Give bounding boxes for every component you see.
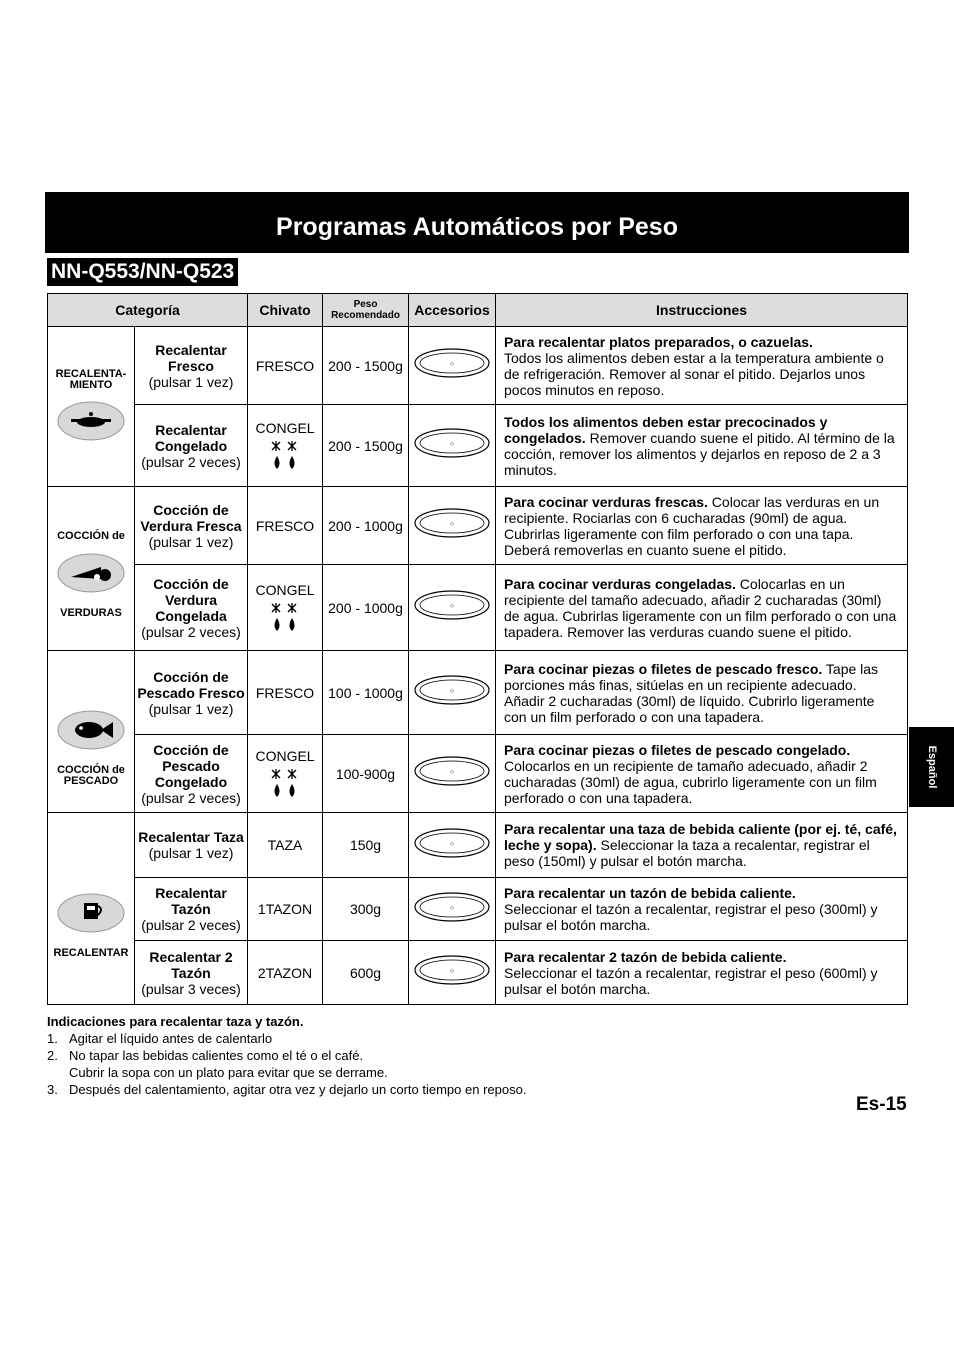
indicator-label: TAZA	[267, 837, 303, 853]
instructions-bold: Para recalentar una taza de bebida caliente (por ej. té, café, leche y sopa).	[504, 821, 897, 853]
instructions-cell	[496, 813, 908, 878]
svg-text:◇: ◇	[450, 441, 454, 447]
accessory-cell	[409, 405, 496, 487]
indicator-cell	[248, 565, 323, 651]
category-cell	[48, 651, 135, 813]
indicator-label: FRESCO	[255, 357, 315, 374]
accessory-cell	[409, 565, 496, 651]
category-cell	[48, 327, 135, 487]
program-title: Cocción de Verdura Congelada	[153, 575, 229, 624]
indicator-cell	[248, 941, 323, 1005]
svg-text:◇: ◇	[450, 688, 454, 694]
weight-cell: 100 - 1000g	[323, 651, 409, 735]
casserole-icon	[48, 401, 134, 444]
instructions-bold: Para cocinar verduras congeladas.	[504, 575, 736, 592]
program-press: (pulsar 1 vez)	[148, 373, 234, 390]
model-label: NN-Q553/NN-Q523	[47, 258, 238, 286]
table-row	[48, 405, 908, 487]
svg-text:◇: ◇	[450, 904, 454, 911]
instructions-bold: Para recalentar 2 tazón de bebida caliente.	[504, 948, 787, 965]
svg-text:◇: ◇	[450, 361, 454, 367]
turntable-plate-icon	[414, 441, 490, 462]
page-number: Es-15	[856, 1094, 907, 1115]
instructions-cell	[496, 651, 908, 735]
instructions-text: Remover cuando suene el pitido. Al término de la cocción, remover los alimentos y dejarlos en reposo de 2 a 3 minutos.	[504, 429, 895, 478]
program-cell	[135, 735, 248, 813]
instructions-text: Seleccionar el tazón a recalentar, registrar el peso (600ml) y pulsar el botón marcha.	[504, 964, 878, 997]
category-cell	[48, 813, 135, 1005]
instructions-bold: Para cocinar verduras frescas.	[504, 493, 708, 510]
instructions-text: Colocarlos en un recipiente de tamaño adecuado, añadir 2 cucharadas (30ml) de agua, cubrirlo ligeramente con un film perforado o con una tapadera.	[504, 757, 877, 806]
indicator-cell	[248, 813, 323, 878]
program-title: Cocción de Verdura Fresca	[140, 501, 242, 534]
program-title: Recalentar Congelado	[154, 421, 228, 454]
program-cell	[135, 651, 248, 735]
note-text: Después del calentamiento, agitar otra vez y dejarlo un corto tiempo en reposo.	[69, 1082, 527, 1097]
language-tab-label: Español	[925, 745, 938, 789]
program-press: (pulsar 2 veces)	[141, 453, 241, 470]
table-row	[48, 487, 908, 565]
svg-text:◇: ◇	[450, 521, 454, 527]
instructions-text: Todos los alimentos deben estar a la temperatura ambiente o de refrigeración. Remover al sonar el pitido. Dejarlos unos pocos minutos en reposo.	[504, 349, 884, 398]
program-press: (pulsar 1 vez)	[148, 700, 234, 717]
category-cell	[48, 487, 135, 651]
notes-title: Indicaciones para recalentar taza y tazón.	[47, 1014, 304, 1029]
weight-cell: 200 - 1000g	[323, 565, 409, 651]
instructions-text: Seleccionar la taza a recalentar, registrar el peso (150ml) y pulsar el botón marcha.	[504, 837, 870, 869]
program-title: Recalentar Tazón	[155, 885, 227, 917]
note-text-2: Cubrir la sopa con un plato para evitar que se derrame.	[69, 1065, 388, 1080]
category-label-top	[48, 859, 134, 883]
program-press: (pulsar 3 veces)	[141, 980, 241, 997]
turntable-plate-icon	[414, 904, 490, 926]
accessory-cell	[409, 487, 496, 565]
instructions-text: Colocar las verduras en un recipiente. Rociarlas con 6 cucharadas (90ml) de agua. Cubrirlas ligeramente con film perforado o con una tapa. Deberá removerlas en cuanto suene el pitido.	[504, 493, 880, 558]
svg-text:◇: ◇	[450, 769, 454, 775]
col-categoria: Categoría	[48, 294, 248, 327]
table-row	[48, 941, 908, 1005]
indicator-cell	[248, 651, 323, 735]
accessory-cell	[409, 651, 496, 735]
instructions-text: Seleccionar el tazón a recalentar, registrar el peso (300ml) y pulsar el botón marcha.	[504, 901, 878, 933]
weight-cell: 200 - 1000g	[323, 487, 409, 565]
program-cell	[135, 327, 248, 405]
title-bar	[45, 192, 909, 253]
note-item	[47, 1081, 747, 1098]
frozen-icon	[248, 440, 322, 472]
program-title: Recalentar Taza	[138, 829, 244, 845]
table-row	[48, 327, 908, 405]
indicator-cell	[248, 878, 323, 941]
turntable-plate-icon	[414, 769, 490, 790]
language-tab	[909, 727, 954, 807]
program-press: (pulsar 2 veces)	[141, 917, 241, 933]
note-number: 3.	[47, 1082, 58, 1097]
indicator-cell	[248, 735, 323, 813]
weight-cell: 200 - 1500g	[323, 327, 409, 405]
page-title: Programas Automáticos por Peso	[276, 213, 678, 241]
instructions-bold: Todos los alimentos deben estar precocinados y congelados.	[504, 413, 828, 446]
program-press: (pulsar 1 vez)	[148, 533, 234, 550]
svg-text:◇: ◇	[450, 840, 454, 847]
table-row	[48, 878, 908, 941]
indicator-label: CONGEL	[255, 581, 315, 598]
instructions-bold: Para recalentar un tazón de bebida caliente.	[504, 885, 796, 901]
turntable-plate-icon	[414, 840, 490, 862]
accessory-cell	[409, 327, 496, 405]
indicator-label: CONGEL	[255, 747, 315, 764]
weight-cell: 150g	[323, 813, 409, 878]
indicator-label: 1TAZON	[257, 901, 313, 917]
category-label-top: COCCIÓN de	[57, 529, 125, 542]
program-title: Recalentar Fresco	[155, 341, 227, 374]
svg-text:◇: ◇	[450, 968, 454, 974]
accessory-cell	[409, 941, 496, 1005]
note-number: 1.	[47, 1031, 58, 1046]
program-cell	[135, 941, 248, 1005]
program-cell	[135, 565, 248, 651]
category-label-bottom: RECALENTAR	[53, 946, 129, 959]
indicator-label: FRESCO	[255, 684, 315, 701]
indicator-cell	[248, 405, 323, 487]
indicator-cell	[248, 327, 323, 405]
program-title: Cocción de Pescado Fresco	[137, 668, 245, 701]
program-cell	[135, 405, 248, 487]
col-peso: Peso Recomendado	[323, 294, 409, 327]
col-accesorios: Accesorios	[409, 294, 496, 327]
table-header-row	[48, 294, 908, 327]
instructions-bold: Para recalentar platos preparados, o cazuelas.	[504, 333, 813, 350]
category-label-bottom: VERDURAS	[60, 606, 122, 619]
programs-table	[47, 293, 908, 1005]
frozen-icon	[248, 768, 322, 800]
weight-cell: 600g	[323, 941, 409, 1005]
indicator-label: CONGEL	[255, 419, 315, 436]
note-number: 2.	[47, 1048, 58, 1063]
turntable-plate-icon	[414, 688, 490, 709]
col-instrucciones: Instrucciones	[496, 294, 908, 327]
note-text: Agitar el líquido antes de calentarlo	[69, 1031, 273, 1046]
frozen-icon	[248, 602, 322, 634]
program-cell	[135, 813, 248, 878]
program-cell	[135, 487, 248, 565]
turntable-plate-icon	[414, 968, 490, 989]
notes	[47, 1013, 747, 1098]
program-press: (pulsar 1 vez)	[148, 845, 234, 861]
table-row	[48, 651, 908, 735]
turntable-plate-icon	[414, 521, 490, 542]
accessory-cell	[409, 735, 496, 813]
turntable-plate-icon	[414, 603, 490, 624]
note-item	[47, 1030, 747, 1047]
category-label-top: RECALENTA-MIENTO	[55, 368, 127, 391]
cup-icon	[48, 893, 134, 936]
indicator-label: 2TAZON	[257, 964, 313, 981]
weight-cell: 200 - 1500g	[323, 405, 409, 487]
instructions-cell	[496, 327, 908, 405]
weight-cell: 300g	[323, 878, 409, 941]
weight-cell: 100-900g	[323, 735, 409, 813]
program-title: Recalentar 2 Tazón	[149, 948, 233, 981]
accessory-cell	[409, 813, 496, 878]
instructions-cell	[496, 941, 908, 1005]
indicator-cell	[248, 487, 323, 565]
program-cell	[135, 878, 248, 941]
note-text: No tapar las bebidas calientes como el té o el café.	[69, 1048, 364, 1063]
table-row	[48, 735, 908, 813]
vegetables-icon	[48, 553, 134, 596]
instructions-text: Colocarlas en un recipiente del tamaño adecuado, añadir 2 cucharadas (30ml) de agua. Cubrirlas ligeramente con un film perforado o con una tapadera. Remover las verduras cuando suene el pitido.	[504, 575, 897, 640]
instructions-cell	[496, 878, 908, 941]
program-press: (pulsar 2 veces)	[141, 623, 241, 640]
svg-text:◇: ◇	[450, 603, 454, 609]
instructions-cell	[496, 405, 908, 487]
category-label-top	[48, 676, 134, 700]
category-label-bottom: COCCIÓN de PESCADO	[57, 764, 125, 787]
instructions-cell	[496, 487, 908, 565]
program-title: Cocción de Pescado Congelado	[153, 741, 229, 790]
instructions-cell	[496, 565, 908, 651]
table-row	[48, 565, 908, 651]
indicator-label: FRESCO	[255, 517, 315, 534]
instructions-bold: Para cocinar piezas o filetes de pescado congelado.	[504, 741, 851, 758]
instructions-cell	[496, 735, 908, 813]
table-row	[48, 813, 908, 878]
fish-icon	[48, 710, 134, 753]
turntable-plate-icon	[414, 361, 490, 382]
accessory-cell	[409, 878, 496, 941]
instructions-text: Tape las porciones más finas, sitúelas en un recipiente adecuado. Añadir 2 cucharadas (30ml) de líquido. Cubrirlo ligeramente con un film perforado o con una tapadera.	[504, 660, 879, 725]
note-item	[47, 1047, 747, 1081]
program-press: (pulsar 2 veces)	[141, 789, 241, 806]
instructions-bold: Para cocinar piezas o filetes de pescado fresco.	[504, 660, 823, 677]
col-chivato: Chivato	[248, 294, 323, 327]
